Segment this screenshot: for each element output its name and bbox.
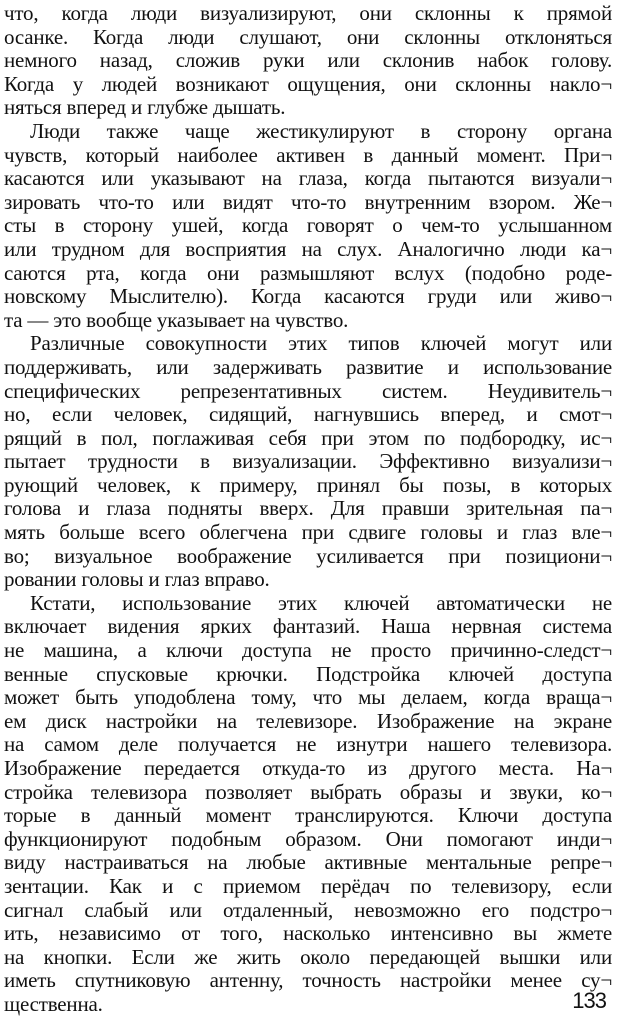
text-line: сты в сторону ушей, когда говорят о чем-то услышанном [4,214,612,238]
text-line: касаются или указывают на глаза, когда пытаются визуали¬ [4,167,612,191]
paragraph-first-line: Люди также чаще жестикулируют в сторону органа [30,119,612,143]
text-line: поддерживать, или задерживать развитие и использование [4,355,612,379]
paragraph-first-line: Различные совокупности этих типов ключей могут или [30,332,612,356]
text-line: осанке. Когда люди слушают, они склонны отклоняться [4,25,612,49]
text-line: виду настраиваться на любые активные ментальные репре¬ [4,851,612,875]
text-line: сигнал слабый или отдаленный, невозможно его подстро¬ [4,898,612,922]
text-line: иметь спутниковую антенну, точность настройки менее су¬ [4,969,612,993]
text-line: мять больше всего облегчена при сдвиге головы и глаз вле¬ [4,521,612,545]
text-line: та — это вообще указывает на чувство. [4,308,349,332]
text-line: может быть уподоблена тому, что мы делаем, когда враща¬ [4,686,612,710]
text-line: щественна. [4,992,103,1016]
text-line: немного назад, сложив руки или склонив набок голову. [4,49,612,73]
body-text [4,2,612,1017]
text-line: но, если человек, сидящий, нагнувшись вперед, и смот¬ [4,403,612,427]
text-line: на кнопки. Если же жить около передающей вышки или [4,945,612,969]
text-line: рующий человек, к примеру, принял бы позы, в которых [4,473,612,497]
text-line: стройка телевизора позволяет выбрать образы и звуки, ко¬ [4,780,612,804]
text-line: няться вперед и глубже дышать. [4,96,286,120]
text-line: рящий в пол, поглаживая себя при этом по подбородку, ис¬ [4,426,612,450]
text-line: торые в данный момент транслируются. Ключи доступа [4,804,612,828]
text-line: не машина, а ключи доступа не просто причинно-следст¬ [4,639,612,663]
text-line: во; визуальное воображение усиливается при позициони¬ [4,544,612,568]
text-line: Когда у людей возникают ощущения, они склонны накло¬ [4,72,612,96]
text-line: зировать что-то или видят что-то внутренним взором. Же¬ [4,190,612,214]
text-line: венные спусковые крючки. Подстройка ключей доступа [4,662,612,686]
text-line: или трудном для восприятия на слух. Аналогично люди ка¬ [4,237,612,261]
text-line: ить, независимо от того, насколько интенсивно вы жмете [4,922,612,946]
text-line: ровании головы и глаз вправо. [4,568,270,592]
text-line: функционируют подобным образом. Они помогают инди¬ [4,827,612,851]
text-line: включает видения ярких фантазий. Наша нервная система [4,615,612,639]
text-line: новскому Мыслителю). Когда касаются груди или живо¬ [4,285,612,309]
text-line: на самом деле получается не изнутри нашего телевизора. [4,733,612,757]
text-line: саются рта, когда они размышляют вслух (подобно роде- [4,261,612,285]
text-line: голова и глаза подняты вверх. Для правши зрительная па¬ [4,497,612,521]
text-line: чувств, который наиболее активен в данный момент. При¬ [4,143,612,167]
text-line: зентации. Как и с приемом перёдач по телевизору, если [4,874,612,898]
text-line: пытает трудности в визуализации. Эффективно визуализи¬ [4,450,612,474]
text-line: специфических репрезентативных систем. Неудивитель¬ [4,379,612,403]
text-line: ем диск настройки на телевизоре. Изображение на экране [4,709,612,733]
text-line: что, когда люди визуализируют, они склонны к прямой [4,2,612,25]
paragraph-first-line: Кстати, использование этих ключей автоматически не [30,591,612,615]
text-line: Изображение передается откуда-то из другого места. На¬ [4,757,612,780]
page-number: 133 [572,988,606,1013]
